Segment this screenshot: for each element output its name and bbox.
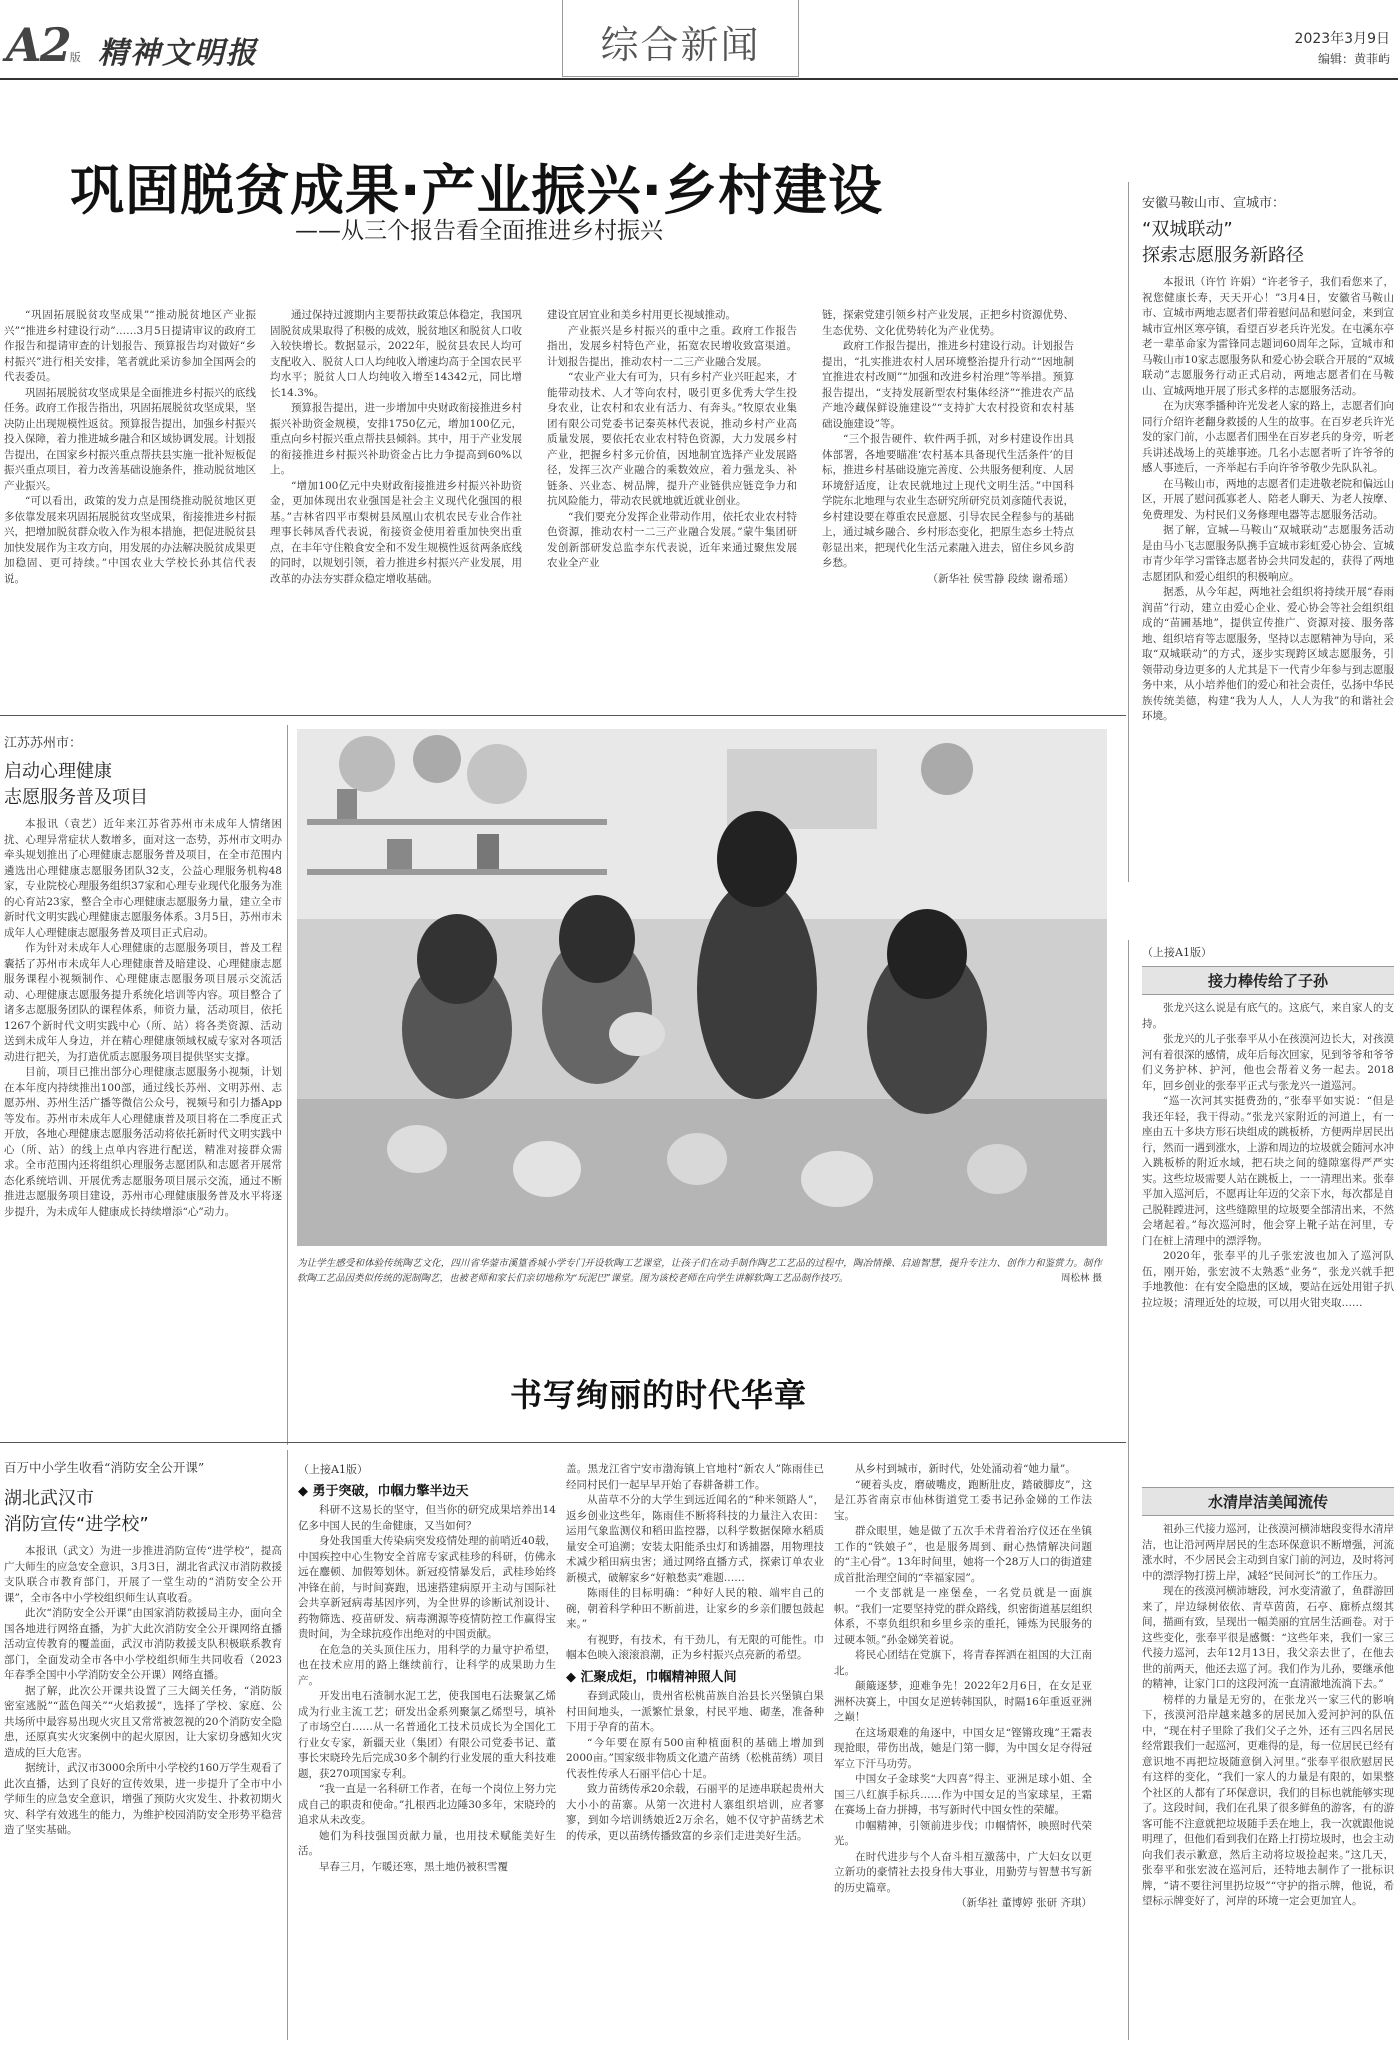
right-lower-column — [1142, 944, 1394, 2052]
sidebar-kicker: 江苏苏州市： — [4, 736, 83, 751]
right-continuation: （上接A1版） — [1142, 946, 1212, 959]
feature-column-2: 盖。黑龙江省宁安市渤海镇上官地村“新农人”陈雨佳已经同村民们一起早早开始了春耕备耕工作。 从苗草不分的大学生到远近闻名的“种米领路人”，返乡创业这些年，陈雨佳不断将科技的力量注入农田：运用气象监测仪和稻田监控器，以科学数据保障水稻质量安全可追溯；安装太阳能杀虫灯和诱捕器，用物理技术减少稻田病虫害；通过网络直播方式，探索订单农业新模式，破解家乡“好粮愁卖”难题…… 陈雨佳的目标明确：“种好人民的粮、端牢自己的碗，朝着科学种田不断前进，让家乡的乡亲们腰包鼓起来。” 有视野，有技术，有干劲儿，有无限的可能性。巾帼本色映入滚滚浪潮，正为乡村振兴点亮新的希望。 ◆ 汇聚成炬，巾帼精神照人间 春到武陵山，贵州省松桃苗族自治县长兴堡镇白果村田间地头，一派繁忙景象，村民平地、砌垄，准备种下用于孕育的苗木。 “今年要在原有500亩种植面积的基础上增加到2000亩。”国家级非物质文化遗产苗绣（松桃苗绣）项目代表性传承人石丽平信心十足。 致力苗绣传承20余载，石丽平的足迹串联起贵州大大小小的苗寨。从第一次进村人寨组织培训，应者寥寥，到如今培训绣娘近2万余名，她不仅守护苗绣艺术的传承，更以苗绣传播致富的乡亲们走进美好生活。 — [566, 1463, 824, 1842]
right-sidebar-rule — [1128, 182, 1129, 882]
section-title: 综合新闻 — [600, 23, 761, 67]
photo-illustration — [297, 729, 1107, 1246]
pottery-class-photo — [297, 729, 1107, 1246]
lead-credit: （新华社 侯雪静 段续 谢希瑶） — [927, 572, 1074, 585]
sidebar-kicker: 安徽马鞍山市、宣城市： — [1142, 196, 1286, 211]
sidebar-wuhan — [4, 1458, 282, 2044]
feature-column-1: （上接A1版） ◆ 勇于突破，巾帼力擎半边天 科研不这易长的坚守，但当你的研究成果培养出14亿多中国人民的生命健康，又当如何？ 身处我国重大传染病突发疫情处理的前哨近40载，中国疾控中心生物安全首席专家武桂珍的科研，仿佛永远在鏖顿、加假筹划休。新冠疫情暴发后，武桂珍始终冲锋在前，与时间赛跑，迅速搭建病原开主动与国际社会共享新冠病毒基因序列，为全世界的诊断试剂设计、药物筛选、疫苗研发、病毒溯源等疫情防控工作赢得宝贵时间，为全球抗疫作出绝对的中国贡献。 在危急的关头顶住压力，用科学的力量守护希望，也在技术应用的路上继续前行，让科学的成果助力生产。 开发出电石渣制水泥工艺，使我国电石法聚氯乙烯成为行业主流工艺；研发出金系列聚氯乙烯型号，填补了市场空白……从一名普通化工技术员成长为全国化工行业女专家，新疆天业（集团）有限公司党委书记、董事长宋晓玲先后完成30多个制约行业发展的重大科技难题，获270项国家专利。 “我一直是一名科研工作者，在每一个岗位上努力完成自己的职责和使命。”扎根西北边陲30多年，宋晓玲的追求从未改变。 她们为科技强国贡献力量，也用技术赋能美好生活。 早春三月，乍暖还寒，黑土地仍被积雪覆 — [298, 1463, 556, 1873]
sidebar-body: 本报讯（袁艺）近年来江苏省苏州市未成年人情绪困扰、心理异常症状人数增多，面对这一态势，苏州市文明办牵头规划推出了心理健康志愿服务普及项目，在全市范围内遴选出心理健康志愿服务团队32支，公益心理服务机构48家，专业院校心理服务组织37家和心理专业现代化服务为准的心育站23家，整合全市心理健康志愿服务力量，建立全市新时代文明实践心理健康志愿服务体系。3月5日，苏州市未成年人心理健康志愿服务普及项目正式启动。 作为针对未成年人心理健康的志愿服务项目，普及工程囊括了苏州市未成年人心理健康普及暗建设、心理健康志愿服务课程小视频制作、心理健康志愿服务项目展示交流活动、心理健康志愿服务提升系统化培训等内容。项目整合了诸多志愿服务团队的课程体系，师资力量，活动项目，依托1267个新时代文明实践中心（所、站）将各类资源、活动送到未成年人身边，并在精心理健康领域权威专家对各项活动进行把关，为打造优质志愿服务项目提供坚实支撑。 目前，项目已推出部分心理健康志愿服务小视频，计划在本年度内持续推出100部，通过线长苏州、文明苏州、志愿苏州、苏州生活广播等微信公众号，视频号和引力播App等发布。苏州市未成年人心理健康普及项目将在二季度正式开放，各地心理健康志愿服务活动将依托新时代文明实践中心（所、站）的线上点单内容进行配送，精准对接群众需求。全市范围内还将组织心理服务志愿团队和志愿者开展常态化系统培训、开展优秀志愿服务项目展示交流，通过不断推进志愿服务项目建设，苏州市心理健康服务普及水平将逐步提升，为未成年人健康成长持续增添“心”动力。 — [4, 818, 282, 1218]
photo-caption: 为让学生感受和体验传统陶艺文化，四川省华蓥市溪篁香城小学专门开设软陶工艺课堂，让孩子们在动手制作陶艺工艺品的过程中，陶冶情操、启迪智慧，提升专注力、创作力和鉴赏力。制作软陶工艺品因类似传统的泥制陶艺，也被老师和家长们亲切地称为“玩泥巴”课堂。图为该校老师在向学生讲解软陶工艺品制作技巧。 周松林 摄 — [297, 1258, 1102, 1284]
feature-continuation: （上接A1版） — [298, 1463, 368, 1476]
sidebar-headline: 消防宣传“进学校” — [4, 1514, 149, 1535]
section-tab — [562, 0, 799, 77]
editor-line: 编辑：黄菲屿 — [1317, 52, 1390, 66]
box-heading-clean-water: 水清岸洁美闻流传 — [1142, 1487, 1394, 1516]
lead-bottom-rule — [0, 715, 1126, 716]
feature-credit: （新华社 董博婷 张研 齐琪） — [955, 1897, 1092, 1909]
sidebar-maanshan — [1142, 192, 1394, 895]
feature-subhead: ◆ 勇于突破，巾帼力擎半边天 — [298, 1483, 469, 1499]
clean-water-body: 祖孙三代接力巡河，让孩漠河横沛塘段变得水清岸洁，也让沿河两岸居民的生态环保意识不断增强，河流涨水时，不少居民会主动到自家门前的河边，及时将河中的漂浮物打捞上岸，减轻“民间河长”的工作压力。 现在的孩漠河横沛塘段，河水变清澈了，鱼群游回来了，岸边绿树依依、青草茵茵，石亭、廊桥点缀其间，描画有致，呈现出一幅美丽的宜居生活画卷。对于这些变化，张奉平很是感慨：“这些年来，我们一家三代接力巡河，去年12月13日，我父亲去世了，在他去世的前两天，他还去巡了河。我们作为儿孙，要继承他的精神，让家门口的这段河流一直清澈地流淌下去。” 榜样的力量是无穷的，在张龙兴一家三代的影响下，孩漠河沿岸越来越多的居民加入爱河护河的队伍中，“现在村子里除了我们父子之外，还有三四名居民经常跟我们一起巡河，更难得的是，每一位居民已经有意识地不再把垃圾随意倒入河里。”张奉平很欣慰居民有这样的变化，“我们一家人的力量是有限的，如果整个社区的人都有了环保意识，我们的目标也就能够实现了。这段时间，我们在孔果了很多鲜鱼的游客，有的游客可能不注意就把垃圾随手丢在地上，我一次就跟他说明理了，但他们看到我们在路上打捞垃圾时，也会主动向我们表示歉意，然后主动将垃圾捡起来。”这几天，张奉平和张宏波在巡河后，还特地去制作了一批标识牌，“请不要往河里扔垃圾”“守护的指示牌，他说，希望标示牌变好了，河岸的环境一定会更加宜人。 — [1142, 1523, 1394, 1907]
masthead — [0, 0, 1398, 80]
sidebar-body: 本报讯（武文）为进一步推进消防宣传“进学校”，提高广大师生的应急安全意识，3月3日，湖北省武汉市消防救援支队联合市教育部门，开展了一堂生动的“消防安全公开课”，全市各中小学校组织师生认真收看。 此次“消防安全公开课”由国家消防救援局主办，面向全国各地进行网络直播，为扩大此次消防安全公开课网络直播活动宣传教育的覆盖面，武汉市消防救援支队积极联系教育部门，全面发动全市各中小学校组织师生共同收看（2023年春季全国中小学消防安全公开课）网络直播。 据了解，此次公开课共设置了三大阔关任务，“消防版密室逃脱”“蓝色闯关”“火焰救援”，选择了学校、家庭、公共场所中最容易出现火灾且又常常被忽视的20个消防安全隐患，还原真实火灾案例中的起火原因，让大家切身感知火灾造成的巨大危害。 据统计，武汉市3000余所中小学校约160万学生观看了此次直播，达到了良好的宣传效果，进一步提升了全市中小学师生的应急安全意识，增强了预防火灾发生、扑救初期火灾、科学有效逃生的能力，为维护校园消防安全形势平稳营造了坚实基础。 — [4, 1545, 282, 1836]
sidebar-body: 本报讯（许竹 许娟）“许老爷子，我们看您来了，祝您健康长寿，天天开心！”3月4日，安徽省马鞍山市、宣城市两地志愿者们带着慰问品和慰问金，来到宣城市宣州区寒亭镇，看望百岁老兵许光发。在屯溪东亭老一辈革命家为雷锋同志题词60周年之际，宣城市和马鞍山市10家志愿服务队和爱心协会联合开展的“双城联动”志愿服务行动正式启动，两地志愿者们在马鞍山、宣城两地开展了形式多样的志愿服务活动。 在为庆寒季播种许光发老人家的路上，志愿者们向同行介绍许老翻身救援的人生的故事。在百岁老兵许光发的家门前，小志愿者们围坐在百岁老兵的身旁，听老兵讲述战场上的英雄事迹。几名小志愿者听了许爷爷的感人事迹后，一齐举起右手向许爷爷敬少先队队礼。 在马鞍山市，两地的志愿者们走进敬老院和偏远山区，开展了慰问孤寡老人、陪老人聊天、为老人按摩、免费理发、为村民们义务修理电器等志愿服务活动。 据了解，宣城—马鞍山“双城联动”志愿服务活动是由马小飞志愿服务队携手宣城市彩虹爱心协会、宣城市青少年学习雷锋志愿者协会共同发起的，获得了两地志愿团队和爱心组织的积极响应。 据悉，从今年起，两地社会组织将持续开展“春雨润苗”行动，建立由爱心企业、爱心协会等社会组织组成的“苗圃基地”，提供宣传推广、资源对接、服务落地、组织培育等志愿服务，坚持以志愿精神为导向，采取“双城联动”的方式，逐步实现跨区域志愿服务，引领带动身边更多的人尤其是下一代青少年参与到志愿服务中来，从小培养他们的爱心和社会责任，弘扬中华民族传统美德，构建“我为人人，人人为我”的和谐社会环境。 — [1142, 276, 1394, 722]
lead-column-1: “巩固拓展脱贫攻坚成果”“推动脱贫地区产业振兴”“推进乡村建设行动”……3月5日提请审议的政府工作报告和提请审查的计划报告、预算报告均对做好“乡村振兴”进行相关安排，笔者就此采访参加全国两会的代表委员。 巩固拓展脱贫攻坚成果是全面推进乡村振兴的底线任务。政府工作报告指出，巩固拓展脱贫攻坚成果，坚决防止出现规模性返贫。预算报告提出，加强乡村振兴投入保障，着力推进城乡融合和区域协调发展。计划报告提出，在国家乡村振兴重点帮扶县实施一批补短板促振兴重点项目，着力改善基础设施条件，推动脱贫地区产业振兴。 “可以看出，政策的发力点是围绕推动脱贫地区更多依靠发展来巩固拓展脱贫攻坚成果，衔接推进乡村振兴，把增加脱贫群众收入作为根本措施，把促进脱贫县加快发展作为主攻方向，用发展的办法解决脱贫成果更加稳固、更可持续。”中国农业大学校长孙其信代表说。 — [4, 309, 256, 585]
lead-column-4: 链，探索党建引领乡村产业发展，正把乡村资源优势、生态优势、文化优势转化为产业优势。 政府工作报告提出，推进乡村建设行动。计划报告提出，“扎实推进农村人居环境整治提升行动”“因地制宜推进农村改厕”“加强和改进乡村治理”等举措。预算报告提出，“支持发展新型农村集体经济”“推进农产品产地冷藏保鲜设施建设”“支持扩大农村投资和农村基础设施建设”等。 “三个报告硬件、软件两手抓，对乡村建设作出具体部署，各地要瞄准‘农村基本具备现代生活条件’的目标，推进乡村基础设施完善度、公共服务便利度、人居环境舒适度，让农民就地过上现代文明生活。”中国科学院东北地理与农业生态研究所研究员刘彦随代表说，乡村建设要在尊重农民意愿、引导农民全程参与的基础上，通过城乡融合、乡村形态变化，把原生态乡土特点彰显出来，把现代化生活元素融入进去，留住乡风乡韵乡愁。 （新华社 侯雪静 段续 谢希瑶） — [822, 308, 1074, 708]
issue-date: 2023年3月9日 — [1294, 31, 1390, 47]
lead-column-3: 建设宜居宜业和美乡村用更长视域推动。 产业振兴是乡村振兴的重中之重。政府工作报告指出，发展乡村特色产业，拓宽农民增收致富渠道。计划报告提出，推动农村一二三产业融合发展。 “农业产业大有可为，只有乡村产业兴旺起来，才能带动技术、人才等向农村，吸引更多优秀大学生投身农业，让农村和农业有活力、有奔头。”牧原农业集团有限公司党委书记秦英林代表说，推动乡村产业高质量发展，要依托农业农村特色资源，大力发展乡村产业，把握乡村多元价值，因地制宜选择产业发展路径，发挥三次产业融合的乘数效应，着力强龙头、补链条、兴业态、树品牌，提升产业链供应链竞争力和抗风险能力，带动农民就地就近就业创业。 “我们要充分发挥企业带动作用，依托农业农村特色资源，推动农村一二三产业融合发展。”蒙牛集团研发创新部研发总监李东代表说，近年来通过聚焦发展农业全产业 — [547, 309, 797, 569]
masthead-rule — [0, 78, 1398, 80]
sidebar-headline: 湖北武汉市 — [4, 1488, 94, 1509]
lead-headline: 巩固脱贫成果·产业振兴·乡村建设 — [70, 159, 884, 222]
feature-column-3: 从乡村到城市，新时代，处处涌动着“她力量”。 “硬着头皮，磨破嘴皮，跑断肚皮，踏破脚皮”，这是江苏省南京市仙林街道党工委书记孙金娣的工作法宝。 群众眼里，她是做了五次手术背着治疗仪还在坐镇工作的“铁娘子”，也是服务周到、耐心热情解决问题的“主心骨”。13年时间里，她将一个28万人口的街道建成首批治理空间的“幸福家园”。 一个支部就是一座堡垒，一名党员就是一面旗帜。“我们一定要坚持党的群众路线，织密街道基层组织体系，不辜负组织和乡里乡亲的重托，锤炼为民服务的过硬本领。”孙金娣笑着说。 将民心团结在党旗下，将青春挥洒在祖国的大江南北。 颠簸逐梦，迎难争先！2022年2月6日，在女足亚洲杯决赛上，中国女足逆转韩国队，时隔16年重返亚洲之巅！ 在这场艰难的角逐中，中国女足“铿锵玫瑰”王霜表现抢眼，带伤出战，她是门第一脚，为中国女足夺得冠军立下汗马功劳。 中国女子金球奖“大四喜”得主、亚洲足球小姐、全国三八红旗手标兵……作为中国女足的当家球星，王霜在赛场上奋力拼搏，书写新时代中国女性的荣耀。 巾帼精神，引领前进步伐；巾帼情怀，映照时代荣光。 在时代进步与个人奋斗相互激荡中，广大妇女以更立新功的豪情社去投身伟大事业，用勤劳与智慧书写新的历史篇章。 （新华社 董博婷 张研 齐琪） — [834, 1462, 1092, 2042]
feature-subhead: ◆ 汇聚成炬，巾帼精神照人间 — [566, 1669, 737, 1685]
sidebar-headline: “双城联动” — [1142, 219, 1233, 240]
right-lower-rule — [1128, 940, 1129, 2040]
feature-headline: 书写绚丽的时代华章 — [510, 1376, 808, 1414]
lead-column-2: 通过保持过渡期内主要帮扶政策总体稳定，我国巩固脱贫成果取得了积极的成效，脱贫地区和脱贫人口收入较快增长。数据显示，2022年，脱贫县农民人均可支配收入、脱贫人口人均纯收入增速均高于全国农民平均水平；脱贫人口人均纯收入增至14342元，同比增长14.3%。 预算报告提出，进一步增加中央财政衔接推进乡村振兴补助资金规模，安排1750亿元，增加100亿元，重点向乡村振兴重点帮扶县倾斜。其中，用于产业发展的衔接推进乡村振兴补助资金占比力争提高到60%以上。 “增加100亿元中央财政衔接推进乡村振兴补助资金，更加体现出农业强国是社会主义现代化强国的根基。”吉林省四平市梨树县凤凰山农机农民专业合作社理事长韩凤香代表说，衔接资金使用着重加快突出重点，在丰年守住粮食安全和不发生规模性返贫两条底线的同时，以规划引领，着力推进乡村振兴产业发展，用改革的办法夯实群众稳定增收基础。 — [270, 309, 522, 585]
page-number: A2版 — [6, 18, 81, 72]
sidebar-headline: 探索志愿服务新路径 — [1142, 245, 1304, 266]
wuhan-rule — [287, 1450, 288, 2040]
box-heading-relay: 接力棒传给了子孙 — [1142, 966, 1394, 995]
sidebar-kicker: 百万中小学生收看“消防安全公开课” — [4, 1460, 205, 1475]
paper-name: 精神文明报 — [98, 36, 258, 71]
sidebar-suzhou — [4, 732, 282, 1527]
feature-top-rule — [0, 1442, 1126, 1443]
left-sidebar-rule — [287, 725, 288, 1445]
photo-credit: 周松林 摄 — [1060, 1273, 1102, 1284]
lead-subheadline: ——从三个报告看全面推进乡村振兴 — [295, 218, 663, 244]
relay-body: 张龙兴这么说是有底气的。这底气，来自家人的支持。 张龙兴的儿子张奉平从小在孩漠河边长大，对孩漠河有着很深的感情，成年后每次回家，见到爷爷和爷爷们义务护林、护河，他也会帮着义务一起去。2018年，回乡创业的张奉平正式与张龙兴一道巡河。 “巡一次河其实挺费劲的，”张奉平如实说：“但是我还年轻，我干得动。”张龙兴家附近的河道上，有一座由五十多块方形石块组成的跳板桥，方便两岸居民出行，然而一遇到涨水，上游和周边的垃圾就会随河水冲入跳板桥的附近水域，把石块之间的缝隙塞得严严实实。这些垃圾需要人站在跳板上，一一清理出来。张奉平加入巡河后，不愿再让年迈的父亲下水，每次都是自己脱鞋蹚进河，这些缝隙里的垃圾要全部清出来，不然会堵起着。”每次巡河时，他会穿上靴子站在河里，专门在桩上清理中的漂浮物。 2020年，张奉平的儿子张宏波也加入了巡河队伍，刚开始，张宏波不太熟悉“业务”，张龙兴就手把手地教他：在有安全隐患的区域，要站在远处用钳子扒拉垃圾；清理近处的垃圾，可以用火钳夹取…… — [1142, 1002, 1394, 1309]
sidebar-headline: 启动心理健康 — [4, 761, 112, 782]
sidebar-headline: 志愿服务普及项目 — [4, 787, 148, 808]
